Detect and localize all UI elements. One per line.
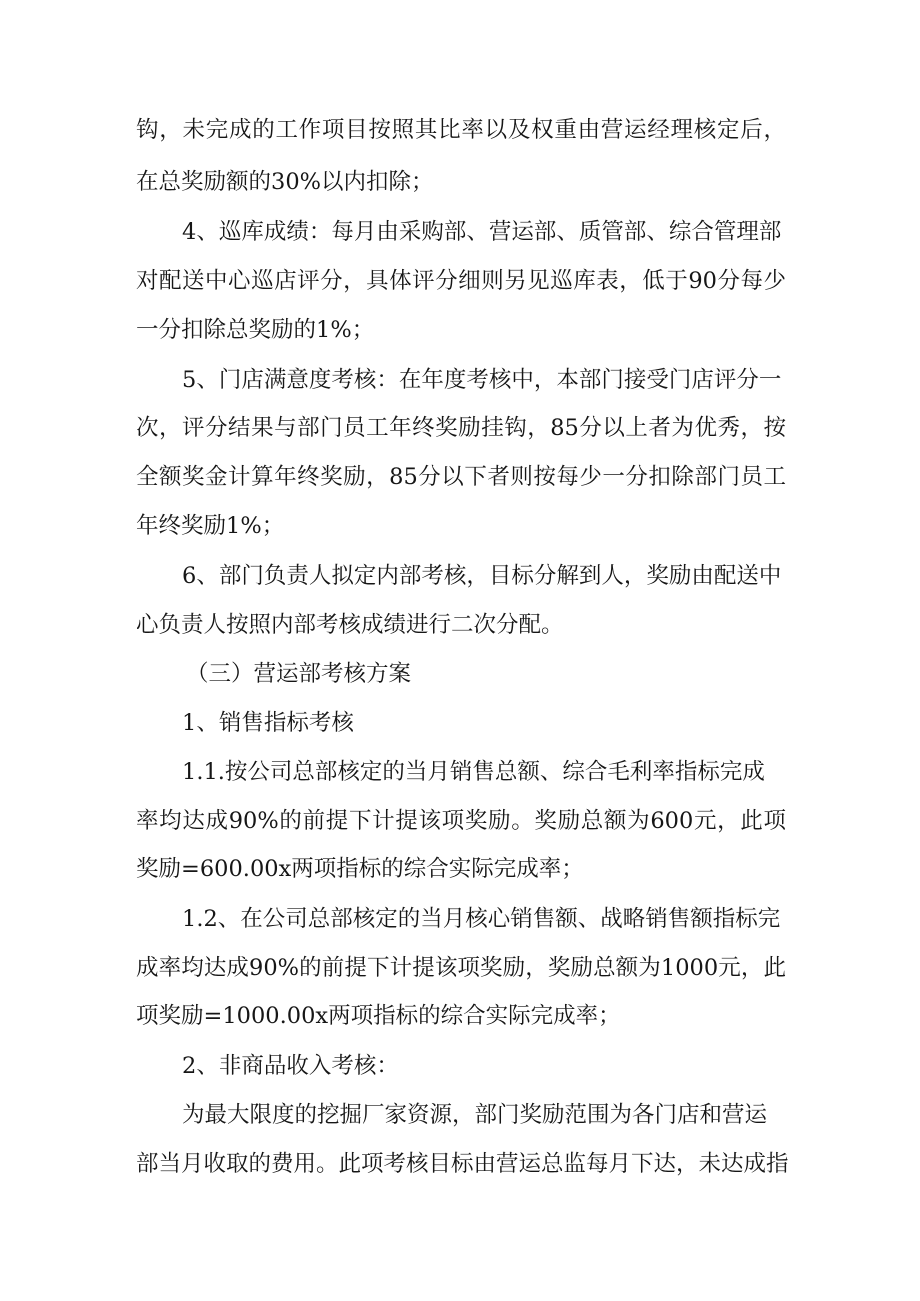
text-line: 率均达成90%的前提下计提该项奖励。奖励总额为600元，此项: [136, 808, 786, 834]
text-line: 钩，未完成的工作项目按照其比率以及权重由营运经理核定后，: [136, 117, 786, 143]
text-line: 4、巡库成绩：每月由采购部、营运部、质管部、综合管理部: [182, 219, 782, 245]
subsection-heading: 1、销售指标考核: [182, 710, 354, 736]
text-line: 次，评分结果与部门员工年终奖励挂钩，85分以上者为优秀，按: [136, 415, 786, 441]
text-line: 成率均达成90%的前提下计提该项奖励，奖励总额为1000元，此: [136, 955, 786, 981]
text-line: 对配送中心巡店评分，具体评分细则另见巡库表，低于90分每少: [136, 268, 786, 294]
text-line: 1.2、在公司总部核定的当月核心销售额、战略销售额指标完: [182, 906, 781, 932]
text-line: 6、部门负责人拟定内部考核，目标分解到人，奖励由配送中: [182, 563, 782, 589]
text-line: 部当月收取的费用。此项考核目标由营运总监每月下达，未达成指: [136, 1151, 789, 1177]
text-line: 全额奖金计算年终奖励，85分以下者则按每少一分扣除部门员工: [136, 464, 786, 490]
text-line: 奖励=600.00x两项指标的综合实际完成率；: [136, 856, 584, 882]
subsection-heading: 2、非商品收入考核：: [182, 1053, 399, 1079]
text-line: 5、门店满意度考核：在年度考核中，本部门接受门店评分一: [182, 367, 782, 393]
text-line: 为最大限度的挖掘厂家资源，部门奖励范围为各门店和营运: [182, 1102, 768, 1128]
text-line: 年终奖励1%；: [136, 513, 285, 539]
section-heading: （三）营运部考核方案: [186, 661, 412, 687]
text-line: 一分扣除总奖励的1%；: [136, 317, 375, 343]
text-line: 1.1.按公司总部核定的当月销售总额、综合毛利率指标完成: [182, 759, 765, 785]
text-line: 心负责人按照内部考核成绩进行二次分配。: [136, 612, 564, 638]
text-line: 项奖励=1000.00x两项指标的综合实际完成率；: [136, 1003, 621, 1029]
text-line: 在总奖励额的30%以内扣除；: [136, 169, 434, 195]
